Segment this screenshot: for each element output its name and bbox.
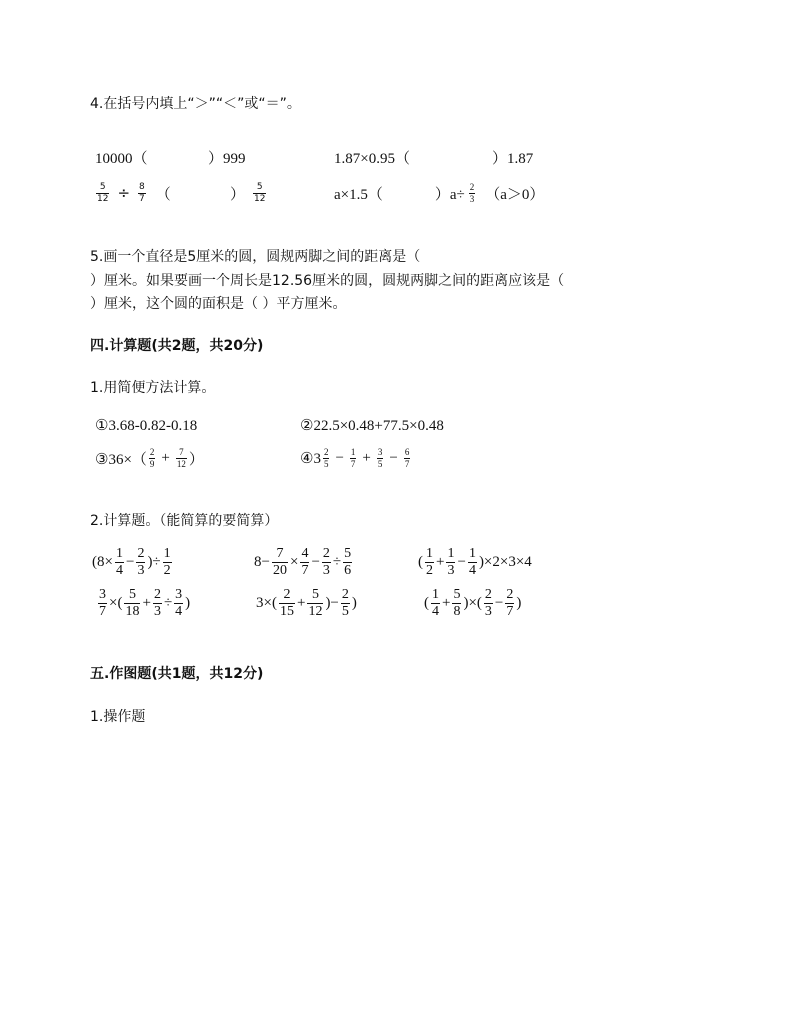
- expr-prefix: ③36×（: [95, 451, 147, 468]
- minus-sign: −: [457, 553, 466, 570]
- fraction: $\frac{2}{3}$: [322, 545, 330, 578]
- expr-text: (: [424, 594, 429, 611]
- expr-text: )×(: [463, 594, 482, 611]
- calc-expr-1: ①3.68-0.82-0.18: [95, 418, 198, 434]
- fraction: $\frac{2}{3}$: [137, 545, 145, 578]
- math-expr-4: [96, 584, 190, 622]
- math-expr-1: [92, 543, 174, 581]
- expr-text: )÷: [147, 553, 161, 570]
- expr-text: (: [418, 553, 423, 570]
- expr-text: 8−: [254, 553, 270, 570]
- fraction: $\frac{3}{5}$: [377, 446, 383, 469]
- fraction: $\frac{3}{4}$: [175, 586, 183, 619]
- section4-q2-title: 2.计算题。（能简算的要简算）: [90, 513, 279, 529]
- minus-sign: −: [335, 449, 344, 466]
- expr-text: ×(: [109, 594, 123, 611]
- q5-line1: 5.画一个直径是5厘米的圆，圆规两脚之间的距离是（: [90, 249, 421, 265]
- fraction: $\frac{2}{9}$: [149, 446, 155, 469]
- expr-text: )×2×3×4: [478, 553, 532, 570]
- fraction: $\frac{1}{3}$: [447, 545, 455, 578]
- fraction: $\frac{2}{7}$: [506, 586, 514, 619]
- fraction: $\frac{7}{12}$: [176, 446, 186, 469]
- q4-row1-a-right: ）999: [208, 151, 246, 167]
- minus-sign: −: [125, 553, 135, 570]
- q4-row1-b-right: ）1.87: [492, 151, 534, 167]
- plus-sign: +: [362, 449, 371, 466]
- fraction: $\frac{7}{20}$: [272, 545, 287, 578]
- q4-row1-a-left: 10000（: [95, 151, 148, 167]
- plus-sign: +: [296, 594, 306, 611]
- q4-row2-b-mid: ）a÷: [434, 186, 465, 203]
- fraction: $\frac{5}{6}$: [344, 545, 352, 578]
- section5-q1-title: 1.操作题: [90, 709, 146, 725]
- expr-text: ): [185, 594, 191, 611]
- fraction: $\frac{1}{4}$: [115, 545, 123, 578]
- fraction: $\frac{2}{3}$: [484, 586, 492, 619]
- fraction: $\frac{5}{8}$: [453, 586, 461, 619]
- minus-sign: −: [389, 449, 398, 466]
- minus-sign: −: [311, 553, 320, 570]
- q4-row2-left: [94, 177, 171, 209]
- fraction: $\frac{5}{12}$: [254, 181, 266, 204]
- times-sign: ×: [289, 553, 299, 570]
- fraction: $\frac{2}{5}$: [323, 446, 329, 469]
- expr-text: 3×(: [256, 594, 277, 611]
- expr-text: ): [351, 594, 357, 611]
- math-expr-3: [418, 543, 532, 581]
- calc-expr-4: [300, 442, 412, 474]
- fraction: $\frac{1}{2}$: [426, 545, 433, 578]
- fraction: $\frac{1}{4}$: [432, 586, 439, 619]
- q4-title: 4.在括号内填上“＞”“＜”或“＝”。: [90, 96, 301, 112]
- expr-text: ): [516, 594, 522, 611]
- q4-row2-b-right: （a＞0）: [485, 186, 545, 203]
- fraction: $\frac{5}{12}$: [97, 181, 109, 204]
- q4-row1-b-left: 1.87×0.95（: [334, 151, 410, 167]
- q5-line3: ）厘米，这个圆的面积是（ ）平方厘米。: [90, 296, 347, 312]
- plus-sign: +: [442, 594, 451, 611]
- plus-sign: +: [142, 594, 151, 611]
- divide-sign: ÷: [163, 594, 173, 611]
- fraction: $\frac{6}{7}$: [404, 446, 410, 469]
- calc-expr-2: ②22.5×0.48+77.5×0.48: [300, 418, 444, 434]
- section4-heading: 四.计算题(共2题，共20分): [90, 338, 264, 354]
- calc-expr-3: [95, 442, 204, 474]
- plus-sign: +: [161, 449, 170, 466]
- q5-line2: ）厘米。如果要画一个周长是12.56厘米的圆，圆规两脚之间的距离应该是（: [90, 273, 565, 289]
- math-expr-5: [256, 584, 357, 622]
- fraction: $\frac{3}{7}$: [99, 586, 106, 619]
- q4-row2-b-left: a×1.5（: [334, 186, 383, 203]
- q4-row2-left-end: [230, 177, 268, 209]
- expr-suffix: ）: [188, 451, 204, 468]
- math-expr-2: [254, 543, 354, 581]
- q4-row2-right: [334, 177, 544, 209]
- fraction: $\frac{5}{12}$: [308, 586, 323, 619]
- fraction: $\frac{2}{15}$: [279, 586, 294, 619]
- expr-text: (8×: [92, 553, 113, 570]
- fraction: $\frac{4}{7}$: [301, 545, 309, 578]
- fraction: $\frac{2}{3}$: [153, 586, 161, 619]
- minus-sign: −: [494, 594, 504, 611]
- fraction: $\frac{1}{7}$: [350, 446, 356, 469]
- plus-sign: +: [436, 553, 445, 570]
- fraction: $\frac{5}{18}$: [125, 586, 140, 619]
- paren-left: （: [155, 184, 171, 203]
- fraction: $\frac{1}{2}$: [163, 545, 171, 578]
- expr-text: )−: [325, 594, 339, 611]
- expr-prefix: ④3: [300, 450, 321, 467]
- section4-q1-title: 1.用简便方法计算。: [90, 380, 216, 396]
- fraction: $\frac{2}{3}$: [469, 181, 475, 204]
- math-expr-6: [424, 584, 521, 622]
- divide-sign: ÷: [332, 553, 342, 570]
- paren-right: ）: [230, 184, 246, 203]
- fraction: $\frac{2}{5}$: [341, 586, 349, 619]
- section5-heading: 五.作图题(共1题，共12分): [90, 666, 264, 682]
- fraction: $\frac{8}{7}$: [139, 181, 145, 204]
- fraction: $\frac{1}{4}$: [468, 545, 476, 578]
- divide-sign: ÷: [117, 184, 131, 202]
